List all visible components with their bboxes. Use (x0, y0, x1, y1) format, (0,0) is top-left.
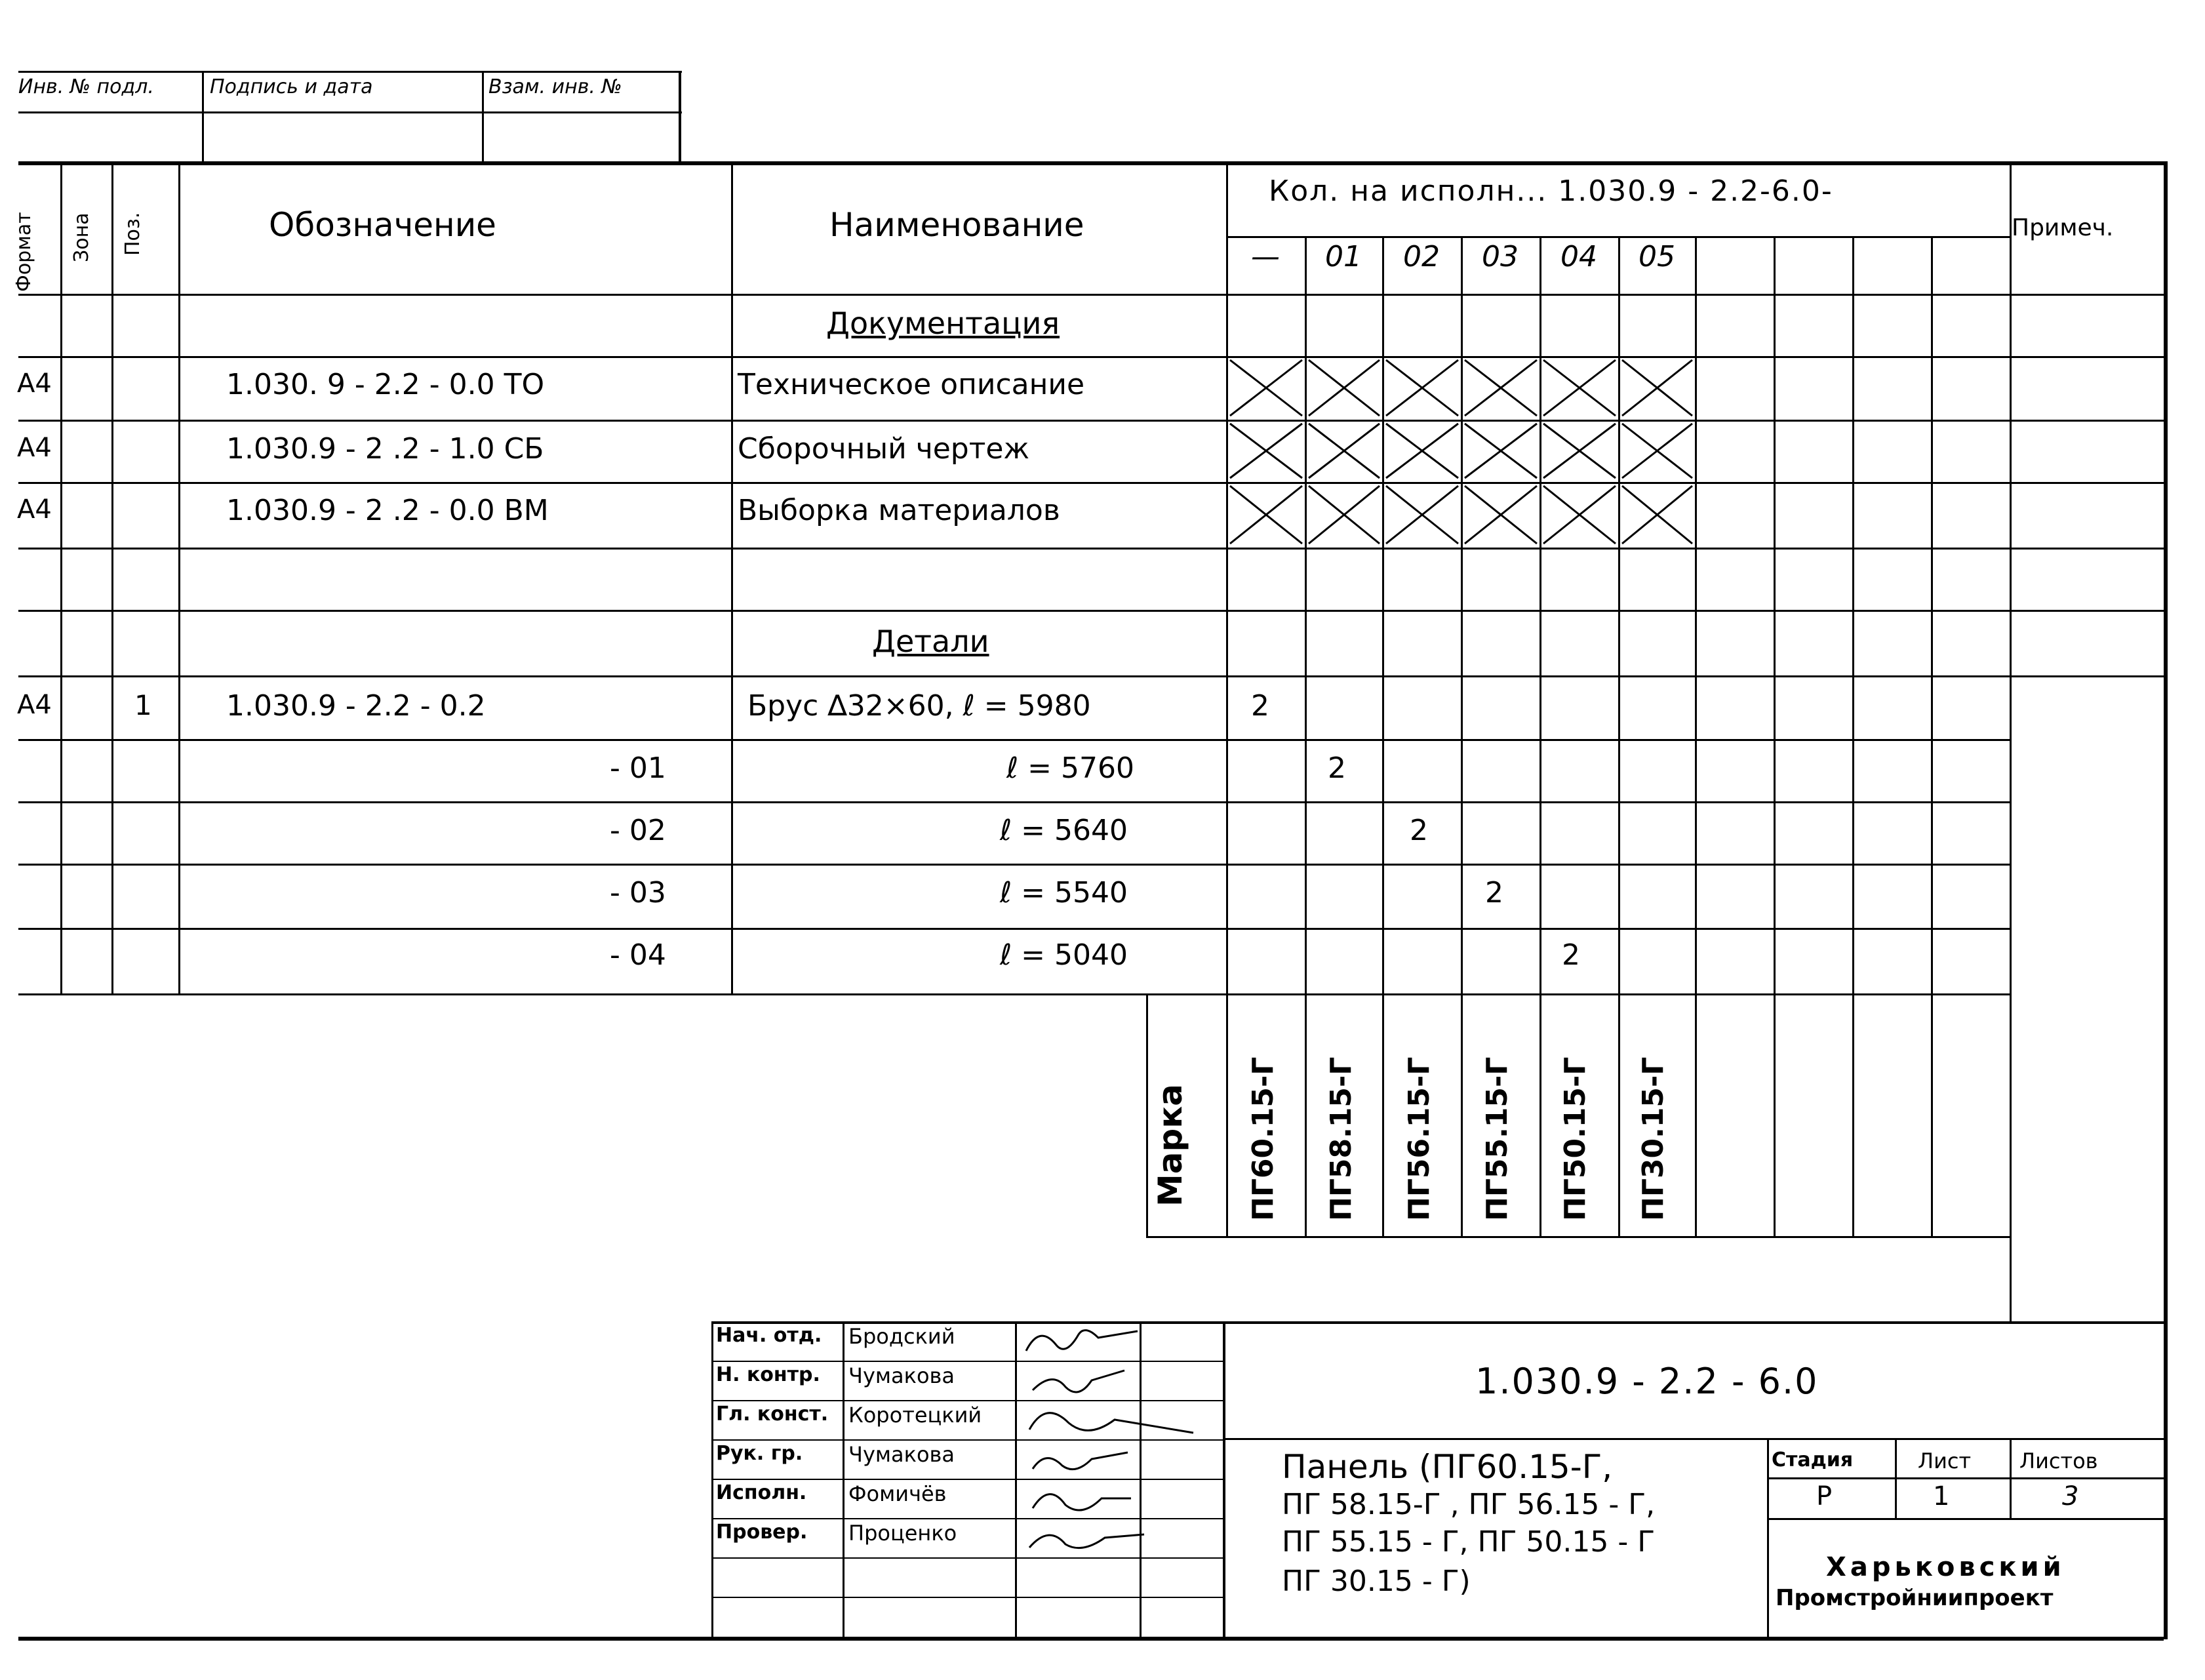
signer-role: Гл. конст. (716, 1403, 829, 1426)
doc-code: 1.030.9 - 2.2 - 6.0 (1475, 1361, 1819, 1402)
stamp-podpis-data: Подпись и дата (210, 75, 373, 98)
header-zona: Зона (70, 212, 93, 262)
row-designation: 1.030.9 - 2.2 - 0.2 (226, 689, 486, 723)
row-designation: - 02 (610, 814, 666, 847)
title-line-4: ПГ 30.15 - Г) (1282, 1565, 1471, 1598)
signer-role: Н. контр. (716, 1363, 820, 1386)
row-name: ℓ = 5040 (1000, 938, 1128, 972)
signature (1026, 1330, 1138, 1351)
signer-name: Проценко (848, 1521, 957, 1546)
marka-item: ПГ56.15-Г (1402, 1056, 1436, 1221)
row-designation: - 04 (610, 938, 666, 972)
header-format: Формат (12, 212, 35, 292)
variant-header: 05 (1639, 240, 1675, 273)
header-naimenovanie: Наименование (829, 206, 1084, 244)
title-line-2: ПГ 58.15-Г , ПГ 56.15 - Г, (1282, 1488, 1656, 1521)
marka-item: ПГ55.15-Г (1480, 1056, 1514, 1221)
signer-role: Провер. (716, 1521, 808, 1544)
signer-name: Чумакова (848, 1442, 955, 1467)
row-pos: 1 (134, 689, 152, 721)
row-format: А4 (17, 494, 52, 525)
signature (1029, 1413, 1193, 1433)
row-name: ℓ = 5760 (1006, 751, 1134, 785)
sheet-value: 1 (1933, 1481, 1950, 1511)
row-name: ℓ = 5640 (1000, 814, 1128, 847)
row-name: Сборочный чертеж (738, 432, 1030, 466)
section-details: Детали (872, 624, 989, 659)
row-qty: 2 (1251, 689, 1269, 723)
signer-role: Исполн. (716, 1481, 807, 1504)
marka-label: Марка (1151, 1084, 1189, 1207)
row-qty: 2 (1410, 814, 1428, 847)
signer-name: Бродский (848, 1324, 955, 1349)
marka-item: ПГ58.15-Г (1324, 1056, 1358, 1221)
signer-name: Фомичёв (848, 1481, 947, 1506)
section-documentation: Документация (826, 306, 1060, 341)
signer-name: Коротецкий (848, 1403, 982, 1428)
org-name-line-1: Харьковский (1826, 1552, 2065, 1582)
row-format: А4 (17, 690, 52, 720)
signer-role: Нач. отд. (716, 1324, 822, 1347)
marka-item: ПГ30.15-Г (1637, 1056, 1670, 1221)
header-kol-na-ispoln: Кол. на исполн... 1.030.9 - 2.2-6.0- (1269, 174, 1833, 208)
title-line-3: ПГ 55.15 - Г, ПГ 50.15 - Г (1282, 1525, 1656, 1559)
row-qty: 2 (1328, 751, 1346, 785)
variant-header: 03 (1482, 240, 1519, 273)
row-qty: 2 (1562, 938, 1580, 972)
header-poz: Поз. (121, 212, 144, 256)
signer-name: Чумакова (848, 1363, 955, 1388)
variant-header: — (1251, 240, 1280, 273)
row-designation: - 03 (610, 876, 666, 910)
header-oboznachenie: Обозначение (269, 206, 496, 244)
row-name: ℓ = 5540 (1000, 876, 1128, 910)
row-designation: 1.030. 9 - 2.2 - 0.0 ТО (226, 368, 545, 401)
row-format: А4 (17, 433, 52, 463)
row-name: Брус ∆32×60, ℓ = 5980 (747, 689, 1091, 723)
sheet-label: Лист (1918, 1449, 1972, 1473)
variant-header: 04 (1560, 240, 1597, 273)
row-name: Выборка материалов (738, 494, 1060, 527)
stage-value: Р (1816, 1481, 1833, 1511)
signature (1033, 1452, 1128, 1470)
row-designation: 1.030.9 - 2 .2 - 0.0 ВМ (226, 494, 549, 527)
signature (1029, 1534, 1144, 1548)
variant-header: 01 (1325, 240, 1362, 273)
row-designation: - 01 (610, 751, 666, 785)
sheets-label: Листов (2019, 1449, 2098, 1473)
row-name: Техническое описание (738, 368, 1085, 401)
row-designation: 1.030.9 - 2 .2 - 1.0 СБ (226, 432, 544, 466)
org-name-line-2: Промстройниипроект (1776, 1585, 2054, 1611)
title-line-1: Панель (ПГ60.15-Г, (1282, 1448, 1613, 1486)
row-qty: 2 (1485, 876, 1503, 910)
signature (1033, 1370, 1124, 1392)
header-primech: Примеч. (2012, 214, 2114, 241)
signature (1033, 1494, 1131, 1510)
sheets-value: 3 (2062, 1481, 2079, 1511)
stamp-inv-podl: Инв. № подл. (18, 75, 154, 98)
marka-item: ПГ60.15-Г (1246, 1056, 1280, 1221)
marka-item: ПГ50.15-Г (1559, 1056, 1592, 1221)
stage-label: Стадия (1772, 1449, 1854, 1471)
signer-role: Рук. гр. (716, 1442, 803, 1465)
stamp-vzam-inv: Взам. инв. № (488, 75, 622, 98)
variant-header: 02 (1403, 240, 1440, 273)
row-format: А4 (17, 369, 52, 399)
